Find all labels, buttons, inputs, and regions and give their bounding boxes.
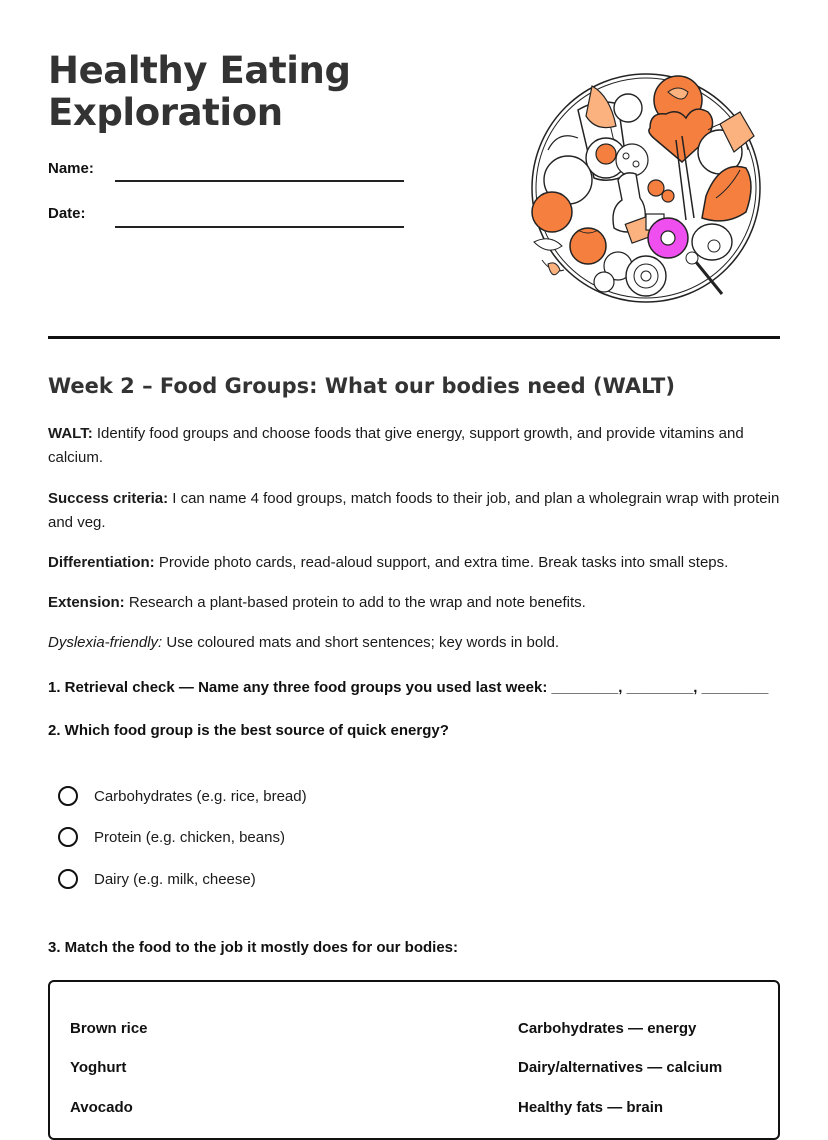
header-divider xyxy=(48,336,780,339)
date-label: Date: xyxy=(48,205,86,222)
question-3: 3. Match the food to the job it mostly does for our bodies: xyxy=(48,939,459,956)
food-item[interactable]: Avocado xyxy=(70,1099,133,1116)
radio-button[interactable] xyxy=(58,827,78,847)
dyslexia-label: Dyslexia-friendly: xyxy=(48,634,163,651)
name-label: Name: xyxy=(48,160,94,177)
dyslexia-paragraph xyxy=(48,631,780,655)
extension-label: Extension: xyxy=(48,594,125,611)
job-item[interactable]: Dairy/alternatives — calcium xyxy=(518,1059,723,1076)
dyslexia-text: Use coloured mats and short sentences; key words in bold. xyxy=(166,634,560,651)
success-criteria-text: I can name 4 food groups, match foods to their job, and plan a wholegrain wrap with protein and veg. xyxy=(48,490,780,531)
differentiation-paragraph xyxy=(48,551,780,575)
success-criteria-label: Success criteria: xyxy=(48,490,169,507)
success-criteria-paragraph xyxy=(48,487,780,535)
question-1: 1. Retrieval check — Name any three food groups you used last week: ________, ________, ________ xyxy=(48,679,769,696)
week-heading: Week 2 – Food Groups: What our bodies need (WALT) xyxy=(48,374,675,398)
extension-text: Research a plant-based protein to add to the wrap and note benefits. xyxy=(128,594,586,611)
walt-text: Identify food groups and choose foods that give energy, support growth, and provide vitamins and calcium. xyxy=(48,425,744,466)
title-line-2: Exploration xyxy=(48,91,283,134)
job-item[interactable]: Healthy fats — brain xyxy=(518,1099,664,1116)
differentiation-text: Provide photo cards, read-aloud support, and extra time. Break tasks into small steps. xyxy=(158,554,729,571)
title-line-1: Healthy Eating xyxy=(48,49,351,92)
food-plate-illustration xyxy=(528,70,764,306)
food-item[interactable]: Yoghurt xyxy=(70,1059,127,1076)
worksheet-page xyxy=(48,0,780,1118)
option-dairy[interactable] xyxy=(58,867,256,891)
name-field[interactable] xyxy=(115,180,404,182)
walt-paragraph xyxy=(48,422,780,470)
option-label: Protein (e.g. chicken, beans) xyxy=(94,828,285,846)
radio-button[interactable] xyxy=(58,869,78,889)
extension-paragraph xyxy=(48,591,780,615)
walt-label: WALT: xyxy=(48,425,93,442)
food-item[interactable]: Brown rice xyxy=(70,1020,148,1037)
matching-box xyxy=(48,980,780,1140)
radio-button[interactable] xyxy=(58,786,78,806)
date-field[interactable] xyxy=(115,226,404,228)
differentiation-label: Differentiation: xyxy=(48,554,155,571)
question-2: 2. Which food group is the best source of quick energy? xyxy=(48,722,449,739)
option-label: Carbohydrates (e.g. rice, bread) xyxy=(94,787,307,805)
worksheet-title xyxy=(48,50,468,134)
job-item[interactable]: Carbohydrates — energy xyxy=(518,1020,697,1037)
option-protein[interactable] xyxy=(58,825,285,849)
option-label: Dairy (e.g. milk, cheese) xyxy=(94,870,256,888)
option-carbohydrates[interactable] xyxy=(58,784,307,808)
